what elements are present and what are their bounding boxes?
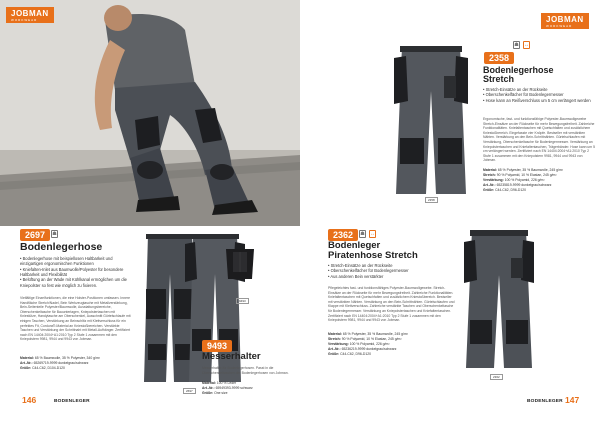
page-number: 147 bbox=[565, 395, 580, 405]
spec-article: 65269719-9999 dunkelgrau/schwarz bbox=[33, 360, 89, 365]
knife-holder-image bbox=[224, 249, 256, 283]
feature-list bbox=[20, 256, 132, 288]
spec-label: Größe: bbox=[483, 187, 495, 192]
spec-reinforcement: 100 % Polyamid, 226 g/m² bbox=[504, 177, 545, 182]
spec-article: 65949393-9999 schwarz bbox=[215, 385, 253, 390]
spec-article: 65235819-9999 dunkelgrau/schwarz bbox=[496, 182, 552, 187]
spec-sizes: One size bbox=[214, 390, 228, 395]
brand-logo-text: JOBMAN bbox=[546, 15, 584, 24]
page-number: 146 bbox=[22, 395, 37, 405]
product-specs bbox=[328, 332, 456, 357]
brand-logo bbox=[6, 7, 54, 23]
spec-label: Stretch: bbox=[328, 336, 341, 341]
product-number-badge: 9493 bbox=[202, 340, 232, 352]
spec-label: Art.-Nr.: bbox=[20, 360, 33, 365]
spec-stretch: 90 % Polyamid, 10 % Elastan, 245 g/m² bbox=[341, 336, 402, 341]
product-title: Messerhalter bbox=[202, 351, 261, 362]
spec-label: Größe: bbox=[328, 351, 340, 356]
brand-logo-text: JOBMAN bbox=[11, 9, 49, 18]
feature-item: • Hose kann an Reißverschluss um 5 cm verlängert werden bbox=[483, 98, 595, 103]
product-description: Ergonomische, fast- und funktionsfähige Polyester-Baumwollgewebe Stretch-Einsätze an der Rückseite für mehr Bewegungsfreiheit. Zahlreiche Funktionalitäten. Kniefaltentaschen mit Quetschfalten und zusätzlichem Kniestoßbereich. Eingefasste vier Knöpfe. Bestseller mit verstärkten Nähten. Verstärkung an den Bein-Schrittnähten. Gürtelschlaufen mit Verstärkung, Oberschenkeltasche für Bodenlegermesser. Verstärkung an Kniepolstertaschen und Kniefaltentaschen, Trägerbänder. Hose kann um 5 cm verlängert werden. Zertifiziert nach EN 14404:2004+A1:2010 Typ 2 Stufe 1 zusammen mit den Kniepolstern 9981, 9944 und 9943 von Jobman. bbox=[483, 117, 595, 163]
product-title-line: Bodenlegerhose bbox=[483, 65, 554, 75]
hero-photo bbox=[0, 0, 300, 226]
product-title-line: Bodenleger bbox=[328, 240, 381, 251]
spec-label: Material: bbox=[483, 168, 497, 172]
spec-sizes: C44-C62, D96-D120 bbox=[495, 187, 526, 192]
feature-item: • Bodenlegerhose mit beispiellosen Haltbarkeit und einzigartigen ergonomischen Funktionen bbox=[20, 256, 132, 267]
right-page bbox=[300, 0, 600, 424]
product-title bbox=[483, 66, 554, 85]
section-label: BODENLEGER bbox=[527, 399, 563, 404]
spec-stretch: 90 % Polyamid, 10 % Elastan, 245 g/m² bbox=[496, 172, 557, 177]
product-number-badge: 2362 bbox=[328, 229, 358, 241]
product-description: Vielfältige Einzelfunktionen, die eine Holster-Positionen umfassen. Innere Handfläche Stretch/Nadel, Bein Werkzeugtasche mit Metallverstärkung, Bein-Seitenteile Polyester/Baumwolle, Ausstattungsbereiche, Oberschenkeltasche für Bauunterlagen, Kniepolstertaschen mit Kniestütze, Handytasche am Oberschenkel, Ausschnitt Gürtelschlaufe mit einigen Taschen, Verstärkung an Beinschlitz mit Klettverschluss für ein perfektes Fit, Cordura®-Material an Kniestoßbereichen. Verstärkte Taschen und Verstärkung der Schrittnaht mit Metall-Aufhänger. Zertifiziert nach EN 14404:2004+A1:2010 Typ 2 Stufe 1 zusammen mit den Kniepolstern 9981, 9944 und 9943 von Jobman. bbox=[20, 296, 131, 342]
spec-label: Art.-Nr.: bbox=[328, 346, 341, 351]
spec-material: 65 % Polyester, 35 % Baumwolle, 245 g/m² bbox=[342, 332, 408, 336]
spec-label: Größe: bbox=[20, 365, 32, 370]
feature-item: • Oberschenkelfächer für Bodenlegermesser bbox=[483, 92, 595, 97]
spec-label: Art.-Nr.: bbox=[202, 385, 215, 390]
brand-logo bbox=[541, 13, 589, 29]
product-description: Pflegeleichtes fast- und funktionsfähiges Polyester-Baumwollgewebe. Stretch-Einsätze an der Rückseite für mehr Bewegungsfreiheit. Zahlreiche Funktionalitäten. Kniefaltentaschen mit Quetschfalten und zusätzlichem Kniestoßbereich. Bestseller mit verstärkten Nähten. Verstärkung an den Bein-Schrittnähten. Gürtelschlaufen und Klappe mit Klettverschluss. Zahlreiche verstärkte Taschen und Oberschenkeltasche für Bodenlegermesser. Verstärkung an Kniepolstertaschen und Kniefaltentaschen. Zertifiziert nach EN 14404:2004+A1:2010 Typ 2 Stufe 1 zusammen mit den Kniepolstern 9981, 9944 und 9943 von Jobman. bbox=[328, 286, 455, 323]
feature-item: • Oberschenkelfächer für Bodenlegermesser bbox=[328, 268, 458, 273]
product-number-badge: 2697 bbox=[20, 229, 50, 241]
feature-item: • Stretch-Einsätze an der Rückseite bbox=[483, 87, 595, 92]
product-title-line: Piratenhose Stretch bbox=[328, 249, 418, 261]
product-specs bbox=[20, 356, 132, 371]
product-title: Bodenlegerhose bbox=[20, 241, 103, 253]
spec-sizes: C44-C62, D104-D120 bbox=[32, 365, 65, 370]
spec-sizes: C44-C62, D96-D120 bbox=[340, 351, 371, 356]
spec-label: Verstärkung: bbox=[483, 177, 504, 182]
spec-reinforcement: 100 % Polyamid, 226 g/m² bbox=[349, 341, 390, 346]
product-title bbox=[328, 241, 418, 261]
feature-item: • Aus anderen Bein verstärkter bbox=[328, 274, 458, 279]
knee-protection-icon: ☗ bbox=[52, 231, 57, 237]
hero-illustration bbox=[0, 0, 300, 226]
product-specs bbox=[483, 168, 595, 193]
trouser-image bbox=[392, 46, 470, 196]
spec-label: Stretch: bbox=[483, 172, 496, 177]
product-title-line: Stretch bbox=[483, 74, 515, 85]
stretch-icon: ↔ bbox=[524, 42, 529, 48]
feature-item: • Kniefalten-Inlet aus Baumwolle/Polyester für besondere Haltbarkeit und Flexibilität bbox=[20, 267, 132, 278]
pirate-trouser-image bbox=[464, 230, 534, 370]
spec-label: Material: bbox=[202, 381, 216, 385]
spec-material: 100 % Leder bbox=[216, 381, 237, 385]
spec-label: Material: bbox=[328, 332, 342, 336]
spec-material: 65 % Polyester, 35 % Baumwolle, 245 g/m² bbox=[497, 168, 563, 172]
spec-material: 65 % Baumwolle, 35 % Polyester, 340 g/m² bbox=[34, 356, 100, 360]
product-description: Messerhalter für Bodenlegerhosen. Passt in die Oberschenkeltaschen der Bodenlegerhosen von Jobman. bbox=[202, 366, 289, 375]
image-code-tag: 2697 bbox=[183, 388, 196, 394]
feature-list bbox=[328, 263, 458, 279]
knee-protection-icon: ☗ bbox=[514, 42, 519, 48]
product-number-badge: 2358 bbox=[484, 52, 514, 64]
image-code-tag: 2358 bbox=[425, 197, 438, 203]
feature-list bbox=[483, 87, 595, 103]
image-code-tag: 9493 bbox=[236, 298, 249, 304]
image-code-tag: 2362 bbox=[490, 374, 503, 380]
spec-label: Größe: bbox=[202, 390, 214, 395]
feature-item: • Stretch-Einsätze an der Rückseite bbox=[328, 263, 458, 268]
section-label: BODENLEGER bbox=[54, 399, 90, 404]
spec-label: Verstärkung: bbox=[328, 341, 349, 346]
brand-logo-sub: WORKWEAR bbox=[546, 24, 573, 28]
spec-label: Art.-Nr.: bbox=[483, 182, 496, 187]
product-specs bbox=[202, 381, 294, 396]
feature-item: • Belüftung an der Wade mit Kühlkanal ermöglichen um die Kniepolster so fest wie möglich zu fixieren. bbox=[20, 277, 132, 288]
spec-article: 65236219-9999 dunkelgrau/schwarz bbox=[341, 346, 397, 351]
stretch-icon: ↔ bbox=[370, 231, 375, 237]
brand-logo-sub: WORKWEAR bbox=[11, 18, 38, 22]
knee-protection-icon: ☗ bbox=[360, 231, 365, 237]
spec-label: Material: bbox=[20, 356, 34, 360]
